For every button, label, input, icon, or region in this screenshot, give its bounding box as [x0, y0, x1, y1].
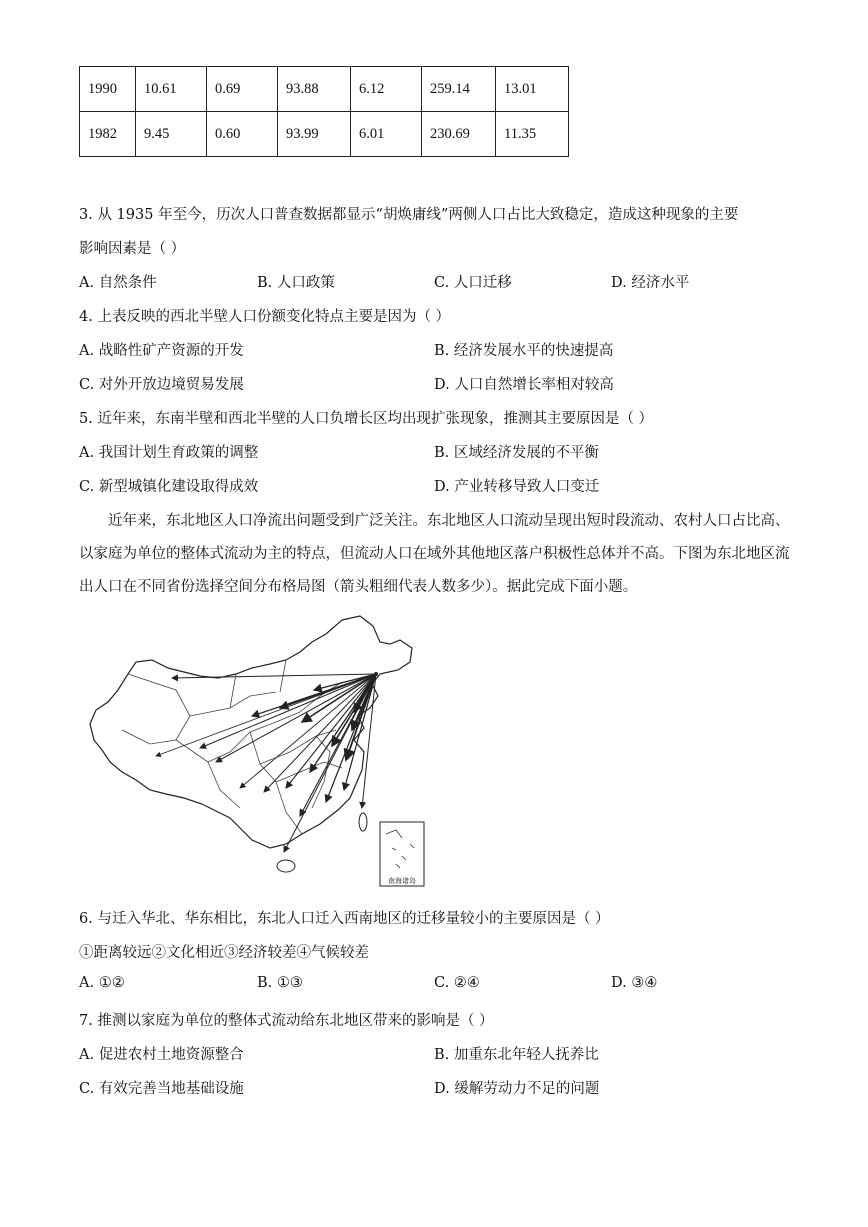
table-cell: 6.12 [351, 67, 422, 112]
q6-option-a: A. ①② [79, 975, 125, 991]
hainan-island [277, 860, 295, 872]
q7-option-a: A. 促进农村土地资源整合 [79, 1047, 244, 1063]
taiwan-island [359, 813, 367, 831]
q3-option-b: B. 人口政策 [257, 275, 335, 291]
q5-option-b: B. 区域经济发展的不平衡 [434, 445, 599, 461]
table-cell: 1990 [80, 67, 136, 112]
q4-option-b: B. 经济发展水平的快速提高 [434, 343, 614, 359]
table-cell: 13.01 [496, 67, 569, 112]
table-cell: 10.61 [136, 67, 207, 112]
reading-passage: 近年来，东北地区人口净流出问题受到广泛关注。东北地区人口流动呈现出短时段流动、农村人口占比高、以家庭为单位的整体式流动为主的特点，但流动人口在域外其他地区落户积极性总体并不高。下图为东北地区流出人口在不同省份选择空间分布格局图（箭头粗细代表人数多少）。据此完成下面小题。 [79, 513, 790, 595]
q7-option-d: D. 缓解劳动力不足的问题 [434, 1081, 600, 1097]
question-4-stem: 4. 上表反映的西北半壁人口份额变化特点主要是因为（ ） [79, 309, 451, 325]
q5-option-d: D. 产业转移导致人口变迁 [434, 479, 600, 495]
origin-point [374, 672, 378, 676]
q5-option-c: C. 新型城镇化建设取得成效 [79, 479, 259, 495]
q7-option-b: B. 加重东北年轻人抚养比 [434, 1047, 599, 1063]
table-cell: 93.99 [278, 112, 351, 157]
table-cell: 259.14 [422, 67, 496, 112]
question-7-stem: 7. 推测以家庭为单位的整体式流动给东北地区带来的影响是（ ） [79, 1013, 494, 1029]
q6-option-b: B. ①③ [257, 975, 303, 991]
table-row [80, 67, 569, 112]
population-table [79, 66, 569, 157]
q4-option-d: D. 人口自然增长率相对较高 [434, 377, 614, 393]
q3-option-d: D. 经济水平 [611, 275, 690, 291]
table-cell: 0.69 [207, 67, 278, 112]
q3-option-a: A. 自然条件 [79, 275, 157, 291]
table-cell: 230.69 [422, 112, 496, 157]
table-cell: 11.35 [496, 112, 569, 157]
table-cell: 6.01 [351, 112, 422, 157]
q4-option-a: A. 战略性矿产资源的开发 [79, 343, 244, 359]
q3-option-c: C. 人口迁移 [434, 275, 512, 291]
question-5-stem: 5. 近年来，东南半壁和西北半壁的人口负增长区均出现扩张现象，推测其主要原因是（ ） [79, 411, 654, 427]
table-cell: 93.88 [278, 67, 351, 112]
q5-option-a: A. 我国计划生育政策的调整 [79, 445, 259, 461]
table-cell: 1982 [80, 112, 136, 157]
migration-arrows [156, 674, 376, 852]
q6-option-d: D. ③④ [611, 975, 658, 991]
question-3-stem: 3. 从 1935 年至今，历次人口普查数据都显示“胡焕庸线”两侧人口占比大致稳定，造成这种现象的主要 [79, 207, 739, 223]
q6-option-c: C. ②④ [434, 975, 480, 991]
inset-label: 南海诸岛 [388, 877, 416, 885]
q4-option-c: C. 对外开放边境贸易发展 [79, 377, 244, 393]
question-3-stem-cont: 影响因素是（ ） [79, 241, 186, 257]
q7-option-c: C. 有效完善当地基础设施 [79, 1081, 244, 1097]
china-outline-map [80, 612, 430, 890]
question-6-stem: 6. 与迁入华北、华东相比，东北人口迁入西南地区的迁移量较小的主要原因是（ ） [79, 911, 610, 927]
table-row [80, 112, 569, 157]
table-cell: 0.60 [207, 112, 278, 157]
province-borders [122, 660, 342, 834]
migration-map [80, 612, 430, 890]
table-cell: 9.45 [136, 112, 207, 157]
question-6-items: ①距离较远②文化相近③经济较差④气候较差 [79, 945, 369, 961]
